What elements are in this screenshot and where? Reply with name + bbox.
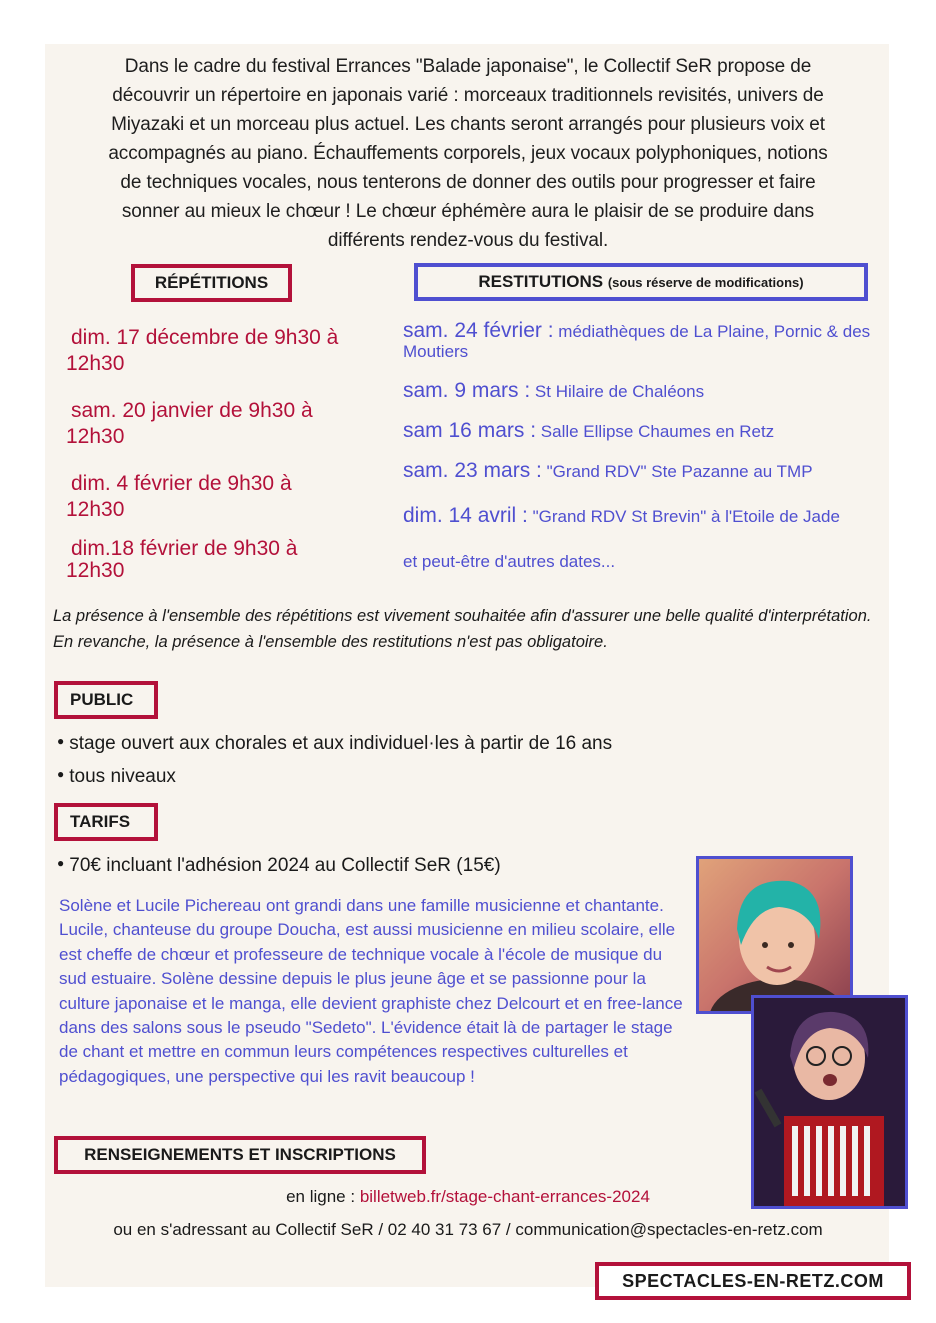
restitution-item: sam. 9 mars : St Hilaire de Chaléons: [403, 379, 705, 402]
restitution-more: et peut-être d'autres dates...: [403, 552, 616, 571]
restitution-item: sam. 23 mars : "Grand RDV" Ste Pazanne au TMP: [403, 459, 813, 482]
portrait-image: [699, 859, 850, 1011]
repetition-date: dim.18 février de 9h30 à 12h30: [66, 537, 298, 582]
public-item: ● tous niveaux: [57, 766, 176, 787]
portrait-image: [754, 998, 905, 1206]
public-item: ● stage ouvert aux chorales et aux individuel·les à partir de 16 ans: [57, 733, 613, 754]
artists-bio: Solène et Lucile Pichereau ont grandi dans une famille musicienne et chantante. Lucile, chanteuse du groupe Doucha, est aussi musicienne en milieu scolaire, elle est cheffe de chœur et professeure de technique vocale à l'école de musique du sud estuaire. Solène dessine depuis le plus jeune âge et se passionne pour la culture japonaise et le manga, elle devient graphiste chez Delcourt et en free-lance dans des salons sous le pseudo "Sedeto". L'évidence était là de partager le stage de chant et mettre en commun leurs compétences respectives culturelles et pédagogiques, une perspective qui les ravit beaucoup !: [59, 896, 683, 1086]
website-footer[interactable]: SPECTACLES-EN-RETZ.COM: [595, 1262, 911, 1300]
restitution-item: sam 16 mars : Salle Ellipse Chaumes en Retz: [403, 419, 775, 442]
repetition-date: sam. 20 janvier de 9h30 à 12h30: [66, 399, 313, 448]
contact-line: ou en s'adressant au Collectif SeR / 02 40 31 73 67 / communication@spectacles-en-retz.com: [113, 1220, 823, 1239]
restitution-item: sam. 24 février : médiathèques de La Plaine, Pornic & des Moutiers: [403, 319, 871, 361]
inscriptions-heading: RENSEIGNEMENTS ET INSCRIPTIONS: [54, 1136, 426, 1174]
photo-solene: [696, 856, 853, 1014]
intro-line: Dans le cadre du festival Errances "Balade japonaise", le Collectif SeR propose de: [124, 56, 812, 77]
intro-line: sonner au mieux le chœur ! Le chœur éphémère aura le plaisir de se produire dans: [121, 201, 815, 222]
bullet-icon: ●: [57, 767, 65, 781]
intro-line: différents rendez-vous du festival.: [327, 230, 609, 251]
intro-line: Miyazaki et un morceau plus actuel. Les chants seront arrangés pour plusieurs voix et: [111, 114, 825, 135]
registration-link[interactable]: billetweb.fr/stage-chant-errances-2024: [359, 1187, 650, 1206]
tarif-item: ● 70€ incluant l'adhésion 2024 au Collectif SeR (15€): [57, 855, 501, 876]
repetition-date: dim. 4 février de 9h30 à 12h30: [66, 472, 292, 521]
intro-line: de techniques vocales, nous tenterons de donner des outils pour progresser et faire: [120, 172, 816, 193]
public-heading: PUBLIC: [54, 681, 158, 719]
repetition-date: dim. 17 décembre de 9h30 à 12h30: [66, 326, 339, 375]
online-registration: en ligne : billetweb.fr/stage-chant-errances-2024: [286, 1187, 650, 1206]
intro-line: découvrir un répertoire en japonais varié : morceaux traditionnels revisités, univers de: [112, 85, 824, 106]
repetitions-heading: RÉPÉTITIONS: [131, 264, 292, 302]
tarifs-heading: TARIFS: [54, 803, 158, 841]
bullet-icon: ●: [57, 856, 65, 870]
restitutions-heading: RESTITUTIONS (sous réserve de modifications): [414, 263, 868, 301]
restitution-item: dim. 14 avril : "Grand RDV St Brevin" à l'Etoile de Jade: [403, 504, 840, 527]
attendance-note: La présence à l'ensemble des répétitions est vivement souhaitée afin d'assurer une belle qualité d'interprétation. En revanche, la présence à l'ensemble des restitutions n'est pas obligatoire.: [53, 607, 872, 651]
bullet-icon: ●: [57, 734, 65, 748]
intro-paragraph: [55, 52, 881, 255]
photo-lucile: [751, 995, 908, 1209]
intro-line: accompagnés au piano. Échauffements corporels, jeux vocaux polyphoniques, notions: [108, 143, 828, 164]
